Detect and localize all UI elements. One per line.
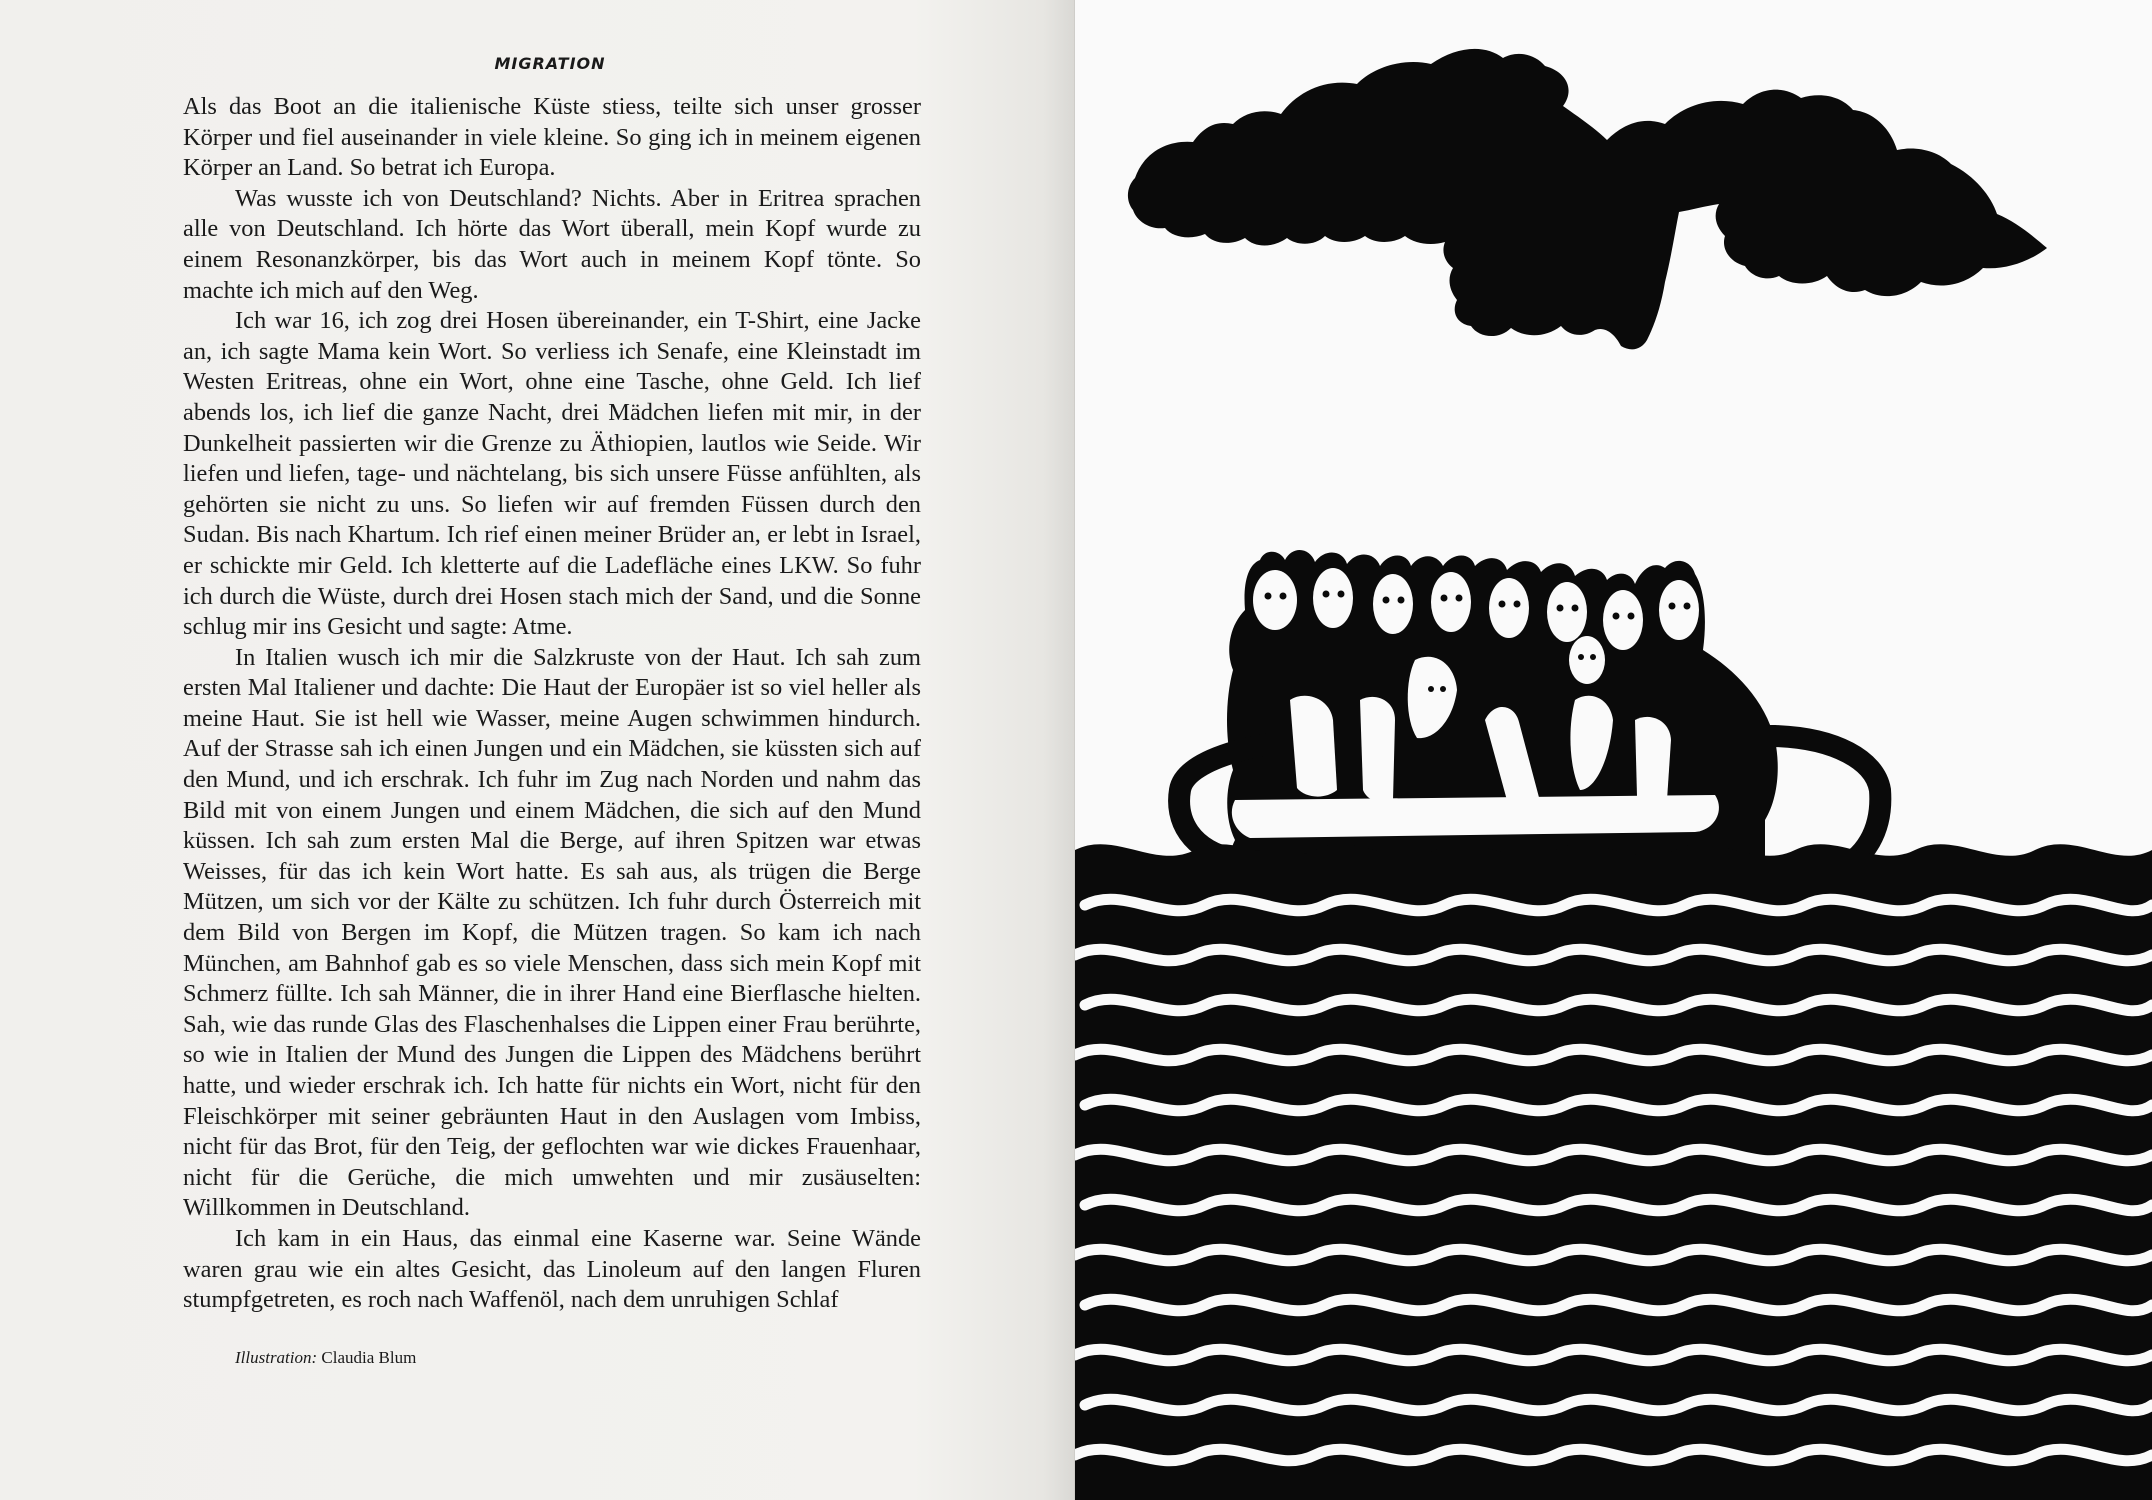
running-head: MIGRATION: [494, 54, 606, 73]
illustration-credit: [235, 1348, 416, 1368]
cloud-shape: [1128, 49, 2047, 350]
credit-name: Claudia Blum: [321, 1348, 417, 1367]
left-page: [0, 0, 1075, 1500]
paragraph-1: Als das Boot an die italienische Küste stiess, teilte sich unser grosser Körper und fiel auseinander in viele kleine. So ging ich in meinem eigenen Körper an Land. So betrat ich Europa.: [183, 93, 921, 182]
article-body: [183, 92, 921, 1316]
paragraph-3: Ich war 16, ich zog drei Hosen übereinander, ein T-Shirt, eine Jacke an, ich sagte Mama kein Wort. So verliess ich Senafe, eine Kleinstadt im Westen Eritreas, ohne ein Wort, ohne eine Tasche, ohne Geld. Ich lief abends los, ich lief die ganze Nacht, drei Mädchen liefen mit mir, in der Dunkelheit passierten wir die Grenze zu Äthiopien, lautlos wie Seide. Wir liefen und liefen, tage- und nächtelang, bis sich unsere Füsse anfühlten, als gehörten sie nicht zu uns. So liefen wir auf fremden Füssen durch den Sudan. Bis nach Khartum. Ich rief einen meiner Brüder an, er lebt in Israel, er schickte mir Geld. Ich kletterte auf die Ladefläche eines LKW. So fuhr ich durch die Wüste, durch drei Hosen stach mich der Sand, und die Sonne schlug mir ins Gesicht und sagte: Atme.: [183, 307, 921, 641]
paragraph-2: Was wusste ich von Deutschland? Nichts. Aber in Eritrea sprachen alle von Deutschland. Ich hörte das Wort überall, mein Kopf wurde zu einem Resonanzkörper, bis das Wort auch in meinem Kopf tönte. So machte ich mich auf den Weg.: [183, 184, 921, 304]
boat-illustration: [1075, 0, 2152, 1500]
right-page: [1075, 0, 2152, 1500]
credit-label: Illustration:: [235, 1348, 318, 1367]
paragraph-5: Ich kam in ein Haus, das einmal eine Kaserne war. Seine Wände waren grau wie ein altes Gesicht, das Linoleum auf den langen Fluren stumpfgetreten, es roch nach Waffenöl, nach dem unruhigen Schlaf: [183, 1224, 921, 1314]
paragraph-4: In Italien wusch ich mir die Salzkruste von der Haut. Ich sah zum ersten Mal Italiener und dachte: Die Haut der Europäer ist so viel heller als meine Haut. Sie ist hell wie Wasser, meine Augen schwimmen hindurch. Auf der Strasse sah ich einen Jungen und ein Mädchen, sie küssten sich auf den Mund, und ich erschrak. Ich fuhr im Zug nach Norden und nahm das Bild mit von einem Jungen und einem Mädchen, die sich auf den Mund küssen. Ich sah zum ersten Mal die Berge, auf ihren Spitzen war etwas Weisses, für das ich kein Wort hatte. Es sah aus, als trügen die Berge Mützen, um sich vor der Kälte zu schützen. Ich fuhr durch Österreich mit dem Bild von Bergen im Kopf, die Mützen tragen. So kam ich nach München, am Bahnhof gab es so viele Menschen, dass sich mein Kopf mit Schmerz füllte. Ich sah Männer, die in ihrer Hand eine Bierflasche hielten. Sah, wie das runde Glas des Flaschenhalses die Lippen einer Frau berührte, so wie in Italien der Mund des Jungen die Lippen des Mädchens berührt hatte, und wieder erschrak ich. Ich hatte für nichts ein Wort, nicht für den Fleischkörper mit seiner gebräunten Haut in den Auslagen vom Imbiss, nicht für das Brot, für den Teig, der geflochten war wie dickes Frauenhaar, nicht für die Gerüche, die mich umwehten und mir zusäuselten: Willkommen in Deutschland.: [183, 643, 921, 1222]
boat-group: [1179, 550, 1880, 905]
